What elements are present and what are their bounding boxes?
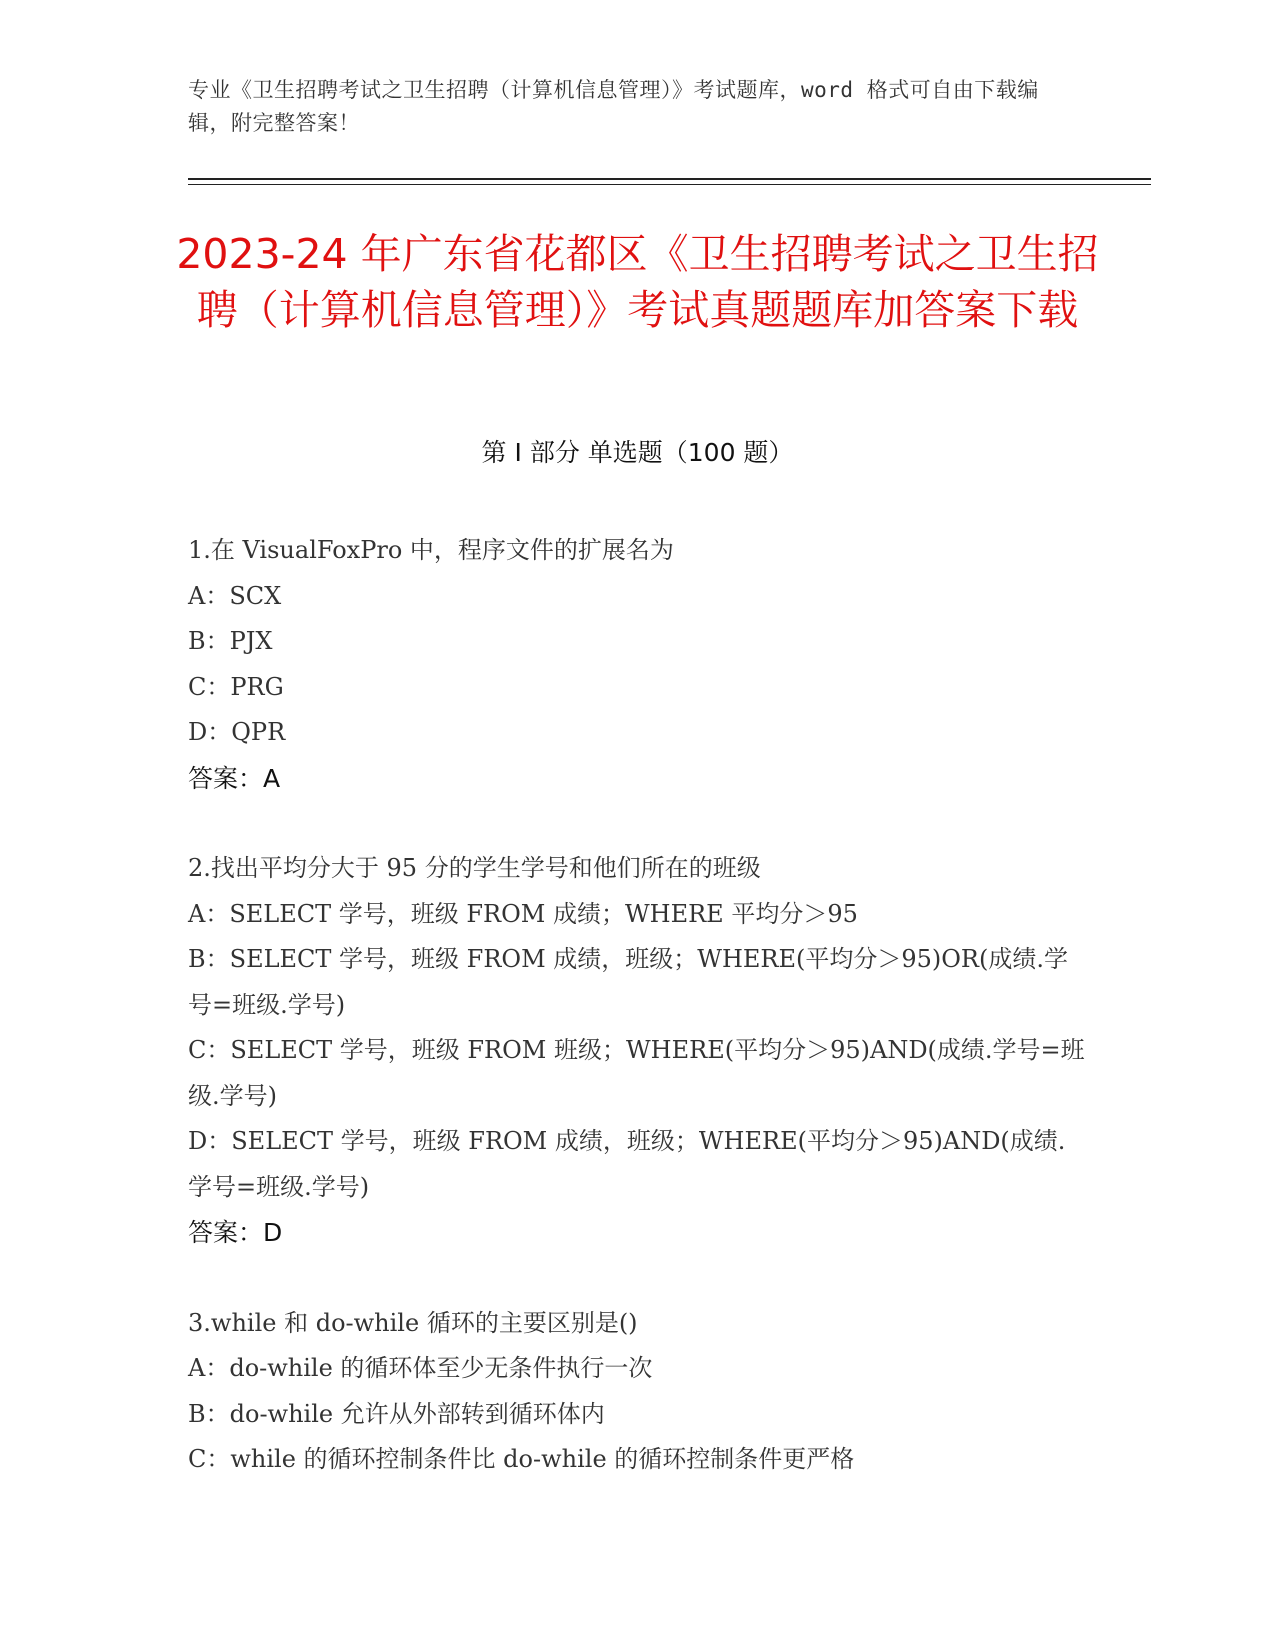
option-a: A：do-while 的循环体至少无条件执行一次 <box>188 1354 653 1382</box>
question-list <box>188 528 1088 1528</box>
header-note: 专业《卫生招聘考试之卫生招聘（计算机信息管理）》考试题库，word 格式可自由下载编辑，附完整答案！ <box>188 78 1039 135</box>
document-title: 2023-24 年广东省花都区《卫生招聘考试之卫生招聘（计算机信息管理）》考试真题题库加答案下载 <box>176 230 1099 334</box>
option-a: A：SCX <box>188 581 282 610</box>
option-d: D：SELECT 学号，班级 FROM 成绩，班级；WHERE(平均分＞95)AND(成绩.学号=班级.学号) <box>188 1127 1066 1201</box>
answer-line: 答案：A <box>188 763 281 793</box>
option-b: B：do-while 允许从外部转到循环体内 <box>188 1399 605 1428</box>
option-c: C：PRG <box>188 672 284 701</box>
option-c: C：while 的循环控制条件比 do-while 的循环控制条件更严格 <box>188 1445 855 1473</box>
question-2 <box>188 846 1088 1256</box>
question-stem: 1.在 VisualFoxPro 中，程序文件的扩展名为 <box>188 536 674 564</box>
header-divider-thick <box>188 178 1151 180</box>
question-stem: 3.while 和 do-while 循环的主要区别是() <box>188 1308 638 1337</box>
option-b: B：PJX <box>188 627 273 655</box>
question-3 <box>188 1301 1088 1483</box>
question-stem: 2.找出平均分大于 95 分的学生学号和他们所在的班级 <box>188 854 761 882</box>
option-b: B：SELECT 学号，班级 FROM 成绩，班级；WHERE(平均分＞95)OR(成绩.学号=班级.学号) <box>188 945 1068 1019</box>
header-divider-thin <box>188 184 1151 185</box>
option-c: C：SELECT 学号，班级 FROM 班级；WHERE(平均分＞95)AND(成绩.学号=班级.学号) <box>188 1036 1085 1110</box>
section-heading: 第 I 部分 单选题（100 题） <box>481 438 794 467</box>
option-d: D：QPR <box>188 718 286 746</box>
question-1 <box>188 528 1088 801</box>
answer-line: 答案：D <box>188 1218 283 1247</box>
option-a: A：SELECT 学号，班级 FROM 成绩；WHERE 平均分＞95 <box>188 899 858 928</box>
